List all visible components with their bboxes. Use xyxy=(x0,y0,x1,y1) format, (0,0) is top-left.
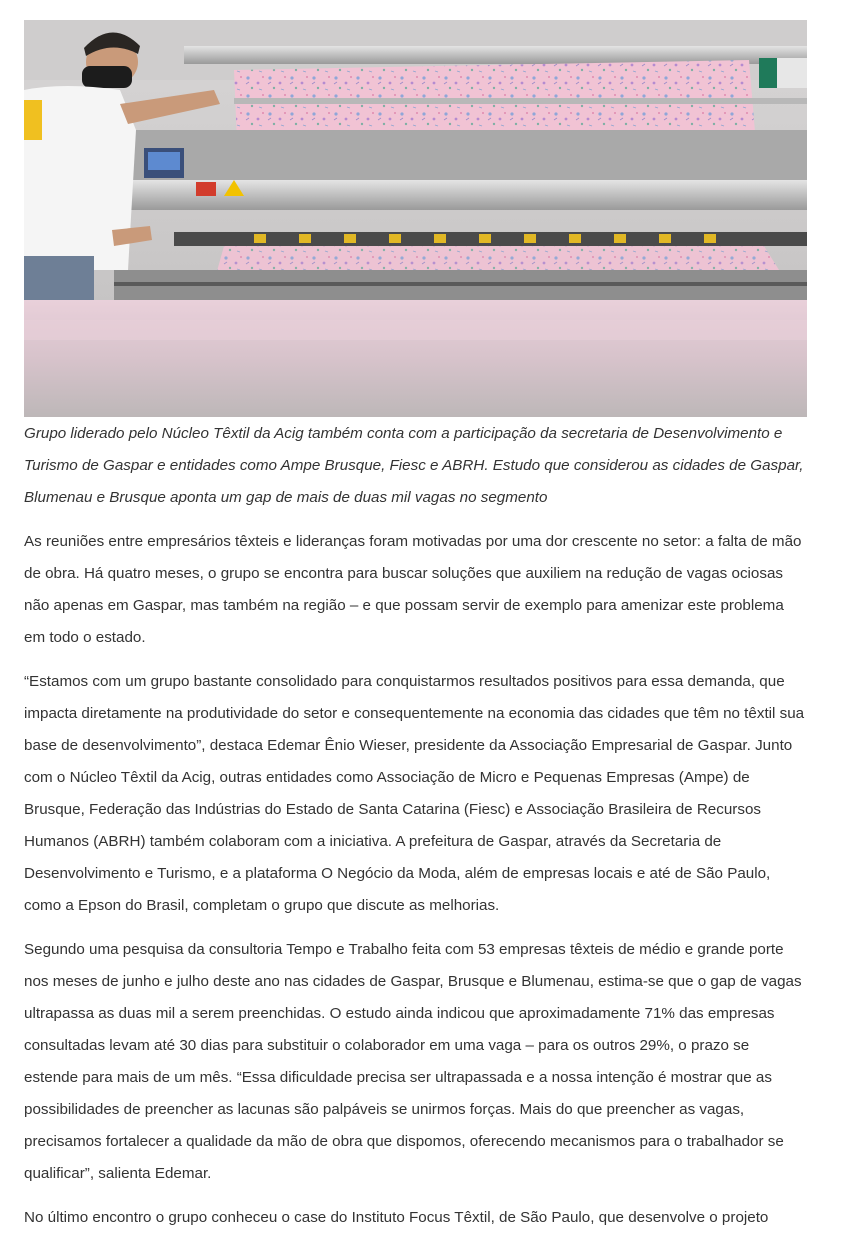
textile-machine-photo xyxy=(24,20,807,417)
article-body xyxy=(24,526,807,1234)
article-paragraph: No último encontro o grupo conheceu o case do Instituto Focus Têxtil, de São Paulo, que desenvolve o projeto xyxy=(24,1209,769,1226)
article-paragraph: “Estamos com um grupo bastante consolidado para conquistarmos resultados positivos para essa demanda, que impacta diretamente na produtividade do setor e consequentemente na economia das cidades que têm no têxtil sua base de desenvolvimento”, destaca Edemar Ênio Wieser, presidente da Associação Empresarial de Gaspar. Junto com o Núcleo Têxtil da Acig, outras entidades como Associação de Micro e Pequenas Empresas (Ampe) de Brusque, Federação das Indústrias do Estado de Santa Catarina (Fiesc) e Associação Brasileira de Recursos Humanos (ABRH) também colaboram com a iniciativa. A prefeitura de Gaspar, através da Secretaria de Desenvolvimento e Turismo, e a plataforma O Negócio da Moda, além de empresas locais e até de São Paulo, como a Epson do Brasil, completam o grupo que discute as melhorias. xyxy=(24,673,805,914)
article-paragraph: As reuniões entre empresários têxteis e lideranças foram motivadas por uma dor crescente no setor: a falta de mão de obra. Há quatro meses, o grupo se encontra para buscar soluções que auxiliem na redução de vagas ociosas não apenas em Gaspar, mas também na região – e que possam servir de exemplo para amenizar este problema em todo o estado. xyxy=(24,533,802,646)
photo-caption: Grupo liderado pelo Núcleo Têxtil da Acig também conta com a participação da secretaria de Desenvolvimento e Turismo de Gaspar e entidades como Ampe Brusque, Fiesc e ABRH. Estudo que considerou as cidades de Gaspar, Blumenau e Brusque aponta um gap de mais de duas mil vagas no segmento xyxy=(24,425,804,506)
article xyxy=(24,20,807,1234)
article-photo xyxy=(24,20,807,417)
article-paragraph: Segundo uma pesquisa da consultoria Tempo e Trabalho feita com 53 empresas têxteis de médio e grande porte nos meses de junho e julho deste ano nas cidades de Gaspar, Brusque e Blumenau, estima-se que o gap de vagas ultrapassa as duas mil a serem preenchidas. O estudo ainda indicou que aproximadamente 71% das empresas consultadas levam até 30 dias para substituir o colaborador em uma vaga – para os outros 29%, o prazo se estende para mais de um mês. “Essa dificuldade precisa ser ultrapassada e a nossa intenção é mostrar que as possibilidades de preencher as lacunas são palpáveis se unirmos forças. Mais do que preencher as vagas, precisamos fortalecer a qualidade da mão de obra que dispomos, oferecendo mecanismos para o trabalhador se qualificar”, salienta Edemar. xyxy=(24,941,802,1182)
